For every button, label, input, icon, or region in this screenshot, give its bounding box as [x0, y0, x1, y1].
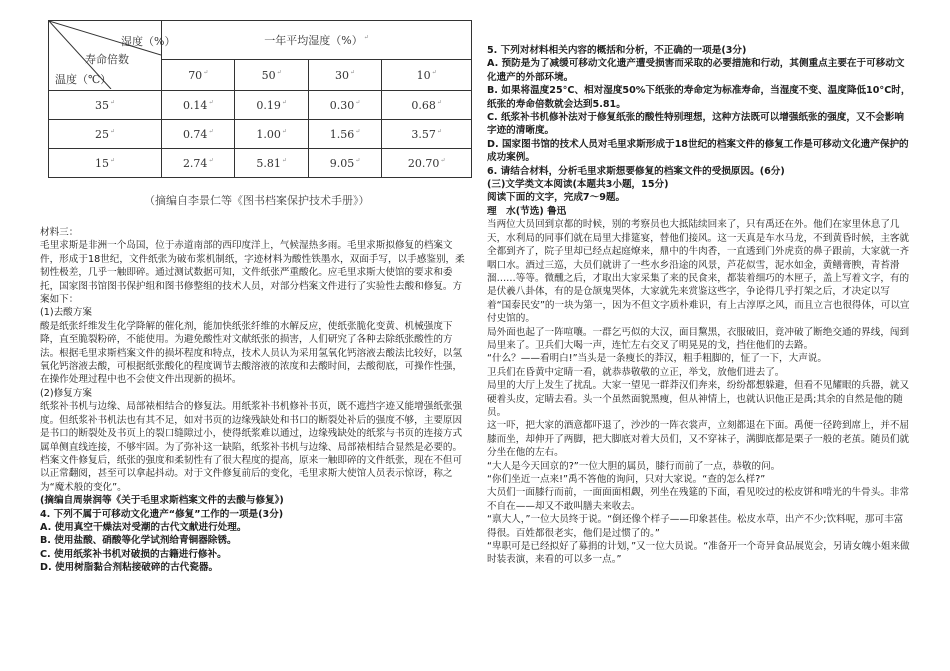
left-text-block [40, 226, 465, 575]
paragraph: 局外面也起了一阵喧嚷。一群乞丐似的大汉，面目黧黑，衣服破旧，竟冲破了断绝交通的界线，闯到局里来了。卫兵们大喝一声，连忙左右交叉了明晃晃的戈，挡住他们的去路。 [487, 326, 910, 351]
paragraph: 5. 下列对材料相关内容的概括和分析，不正确的一项是(3分) [487, 45, 747, 56]
table-cell: 0.19↵ [235, 91, 308, 120]
humidity-col-70: 70↵ [162, 60, 235, 91]
row-temp: 25↵ [49, 120, 162, 149]
header-annual-humidity: 一年平均湿度（%）↵ [162, 21, 472, 60]
paragraph: 材料三： [40, 227, 79, 238]
paragraph: 当两位大员回到京都的时候，别的考察员也大抵陆续回来了，只有禹还在外。他们在家里休息了几天，水利局的同事们就在局里大排筵宴，替他们接风。这一天真是车水马龙，不到黄昏时候，主客就全都到齐了，院子里却已经点起庭燎来，鼎中的牛肉香，一直透到门外虎贲的鼻子跟前，大家就一齐咽口水。酒过三巡，大员们就讲了一些水乡沿途的风景，芦花似雪，泥水如金，黄鳝膏腴，青苔滑溜……等等。微醺之后，才取出大家采集了来的民食来，都装着细巧的木匣子，盖上写着文字，有的是伏羲八卦体，有的是仓颉鬼哭体，大家就先来赏鉴这些字，争论得几乎打架之后，才决定以写着“国泰民安”的一块为第一，因为不但文字质朴难识，有上古淳厚之风，而且立言也很得体，可以宣付史馆的。 [487, 219, 910, 325]
table-row [49, 149, 472, 178]
paragraph: “你们坐近一点来!”禹不答他的询问，只对大家说。“查的怎么样?” [487, 474, 766, 485]
paragraph: 卫兵们在昏黄中定睛一看，就恭恭敬敬的立正，举戈，放他们进去了。 [487, 366, 785, 378]
humidity-table-figure [44, 20, 474, 207]
paragraph: 理 水(节选) 鲁迅 [487, 205, 567, 217]
paragraph: (摘编自周崇润等《关于毛里求斯档案文件的去酸与修复》) [40, 495, 284, 507]
row-temp: 35↵ [49, 91, 162, 120]
right-text-block [487, 44, 912, 567]
paragraph: 这一吓，把大家的酒意都吓退了，沙沙的一阵衣裳声，立刻都退在下面。禹便一径跨到席上，并不屈膝而坐，却伸开了两脚，把大脚底对着大员们，又不穿袜子，满脚底都是栗子一般的老茧。随员们就分坐在他的左右。 [487, 420, 910, 459]
paragraph: C. 使用纸浆补书机对破损的古籍进行修补。 [40, 548, 227, 560]
table-cell: 0.14↵ [162, 91, 235, 120]
paragraph: (1)去酸方案 [40, 307, 92, 319]
table-cell: 5.81↵ [235, 149, 308, 178]
paragraph: A. 使用真空干燥法对受潮的古代文献进行处理。 [40, 521, 247, 533]
paragraph: 酸是纸张纤维发生化学降解的催化剂，能加快纸张纤维的水解反应，使纸张脆化变黄、机械强度下降，直至脆裂粉碎，不能使用。为避免酸性对文献纸张的损害，人们研究了各种去除纸张酸性的方法。根据毛里求斯档案文件的损坏程度和特点，技术人员认为采用氢氧化钙溶液去酸法比较好，以氢氧化钙溶液去酸，可根据纸张酸化的程度调节去酸溶液的浓度和去酸时间，去酸彻底，可操作性强，在操作处理过程中也不会使文件出现新的损坏。 [40, 320, 463, 386]
paragraph: 阅读下面的文字，完成7～9题。 [487, 192, 626, 204]
left-column [40, 20, 465, 575]
paragraph: D. 国家图书馆的技术人员对毛里求斯形成于18世纪的档案文件的修复工作是可移动文化遗产保护的成功案例。 [487, 138, 909, 164]
table-cell: 9.05↵ [308, 149, 381, 178]
table-row [49, 91, 472, 120]
paragraph: 纸浆补书机与边缘、局部裱相结合的修复法。用纸浆补书机修补书页，既不遮挡字迹又能增强纸张强度。但纸浆补书机法也有其不足，如对书页的边缘残缺处和书口的断裂处补后的强度不够，主要原因是书口的断裂处及书页上的裂口缝隙过小，使得纸浆难以通过，边缘残缺处的纸浆与书页的连接方式属单侧直线连接，不够牢固。为了弥补这一缺陷，纸浆补书机与边缘、局部裱相结合显然是必要的。 [40, 401, 463, 453]
header-temperature: 温度（℃） [55, 73, 112, 86]
life-multiple-table [48, 20, 472, 178]
paragraph: 毛里求斯是非洲一个岛国，位于赤道南部的西印度洋上，气候湿热多雨。毛里求斯拟修复的档案文件，形成于18世纪，文件纸张为破布浆机制纸，字迹材料为酸性铁墨水，双面手写，以手感鉴别，柔韧性极差，几乎一触即碎。通过测试数据可知，文件纸张严重酸化。应毛里求斯大使馆的要求和委托，国家图书馆图书保护组和图书修整组的技术人员，对部分档案文件进行了实验性去酸和修复。方案如下： [40, 240, 465, 306]
paragraph: 6. 请结合材料，分析毛里求斯想要修复的档案文件的受损原因。(6分) [487, 165, 785, 177]
paragraph: 4. 下列不属于可移动文化遗产“修复”工作的一项是(3分) [40, 508, 284, 520]
header-life-multiple: 寿命倍数 [85, 53, 129, 66]
paragraph: A. 预防是为了减缓可移动文化遗产遭受损害而采取的必要措施和行动，其侧重点主要在于可移动文化遗产的外部环境。 [487, 58, 905, 83]
table-cell: 1.56↵ [308, 120, 381, 149]
paragraph: 局里的大厅上发生了扰乱。大家一望见一群莽汉们奔来，纷纷都想躲避，但看不见耀眼的兵器，就又硬着头皮，定睛去看。头一个虽然面貌黑瘦，但从神情上，也就认识他正是禹;其余的自然是他的随员。 [487, 380, 910, 418]
paragraph: C. 纸浆补书机修补法对于修复纸张的酸性特别理想，这种方法既可以增强纸张的强度，又不会影响字迹的清晰度。 [487, 112, 904, 137]
paragraph: “禀大人，”一位大员终于说。“倒还像个样子——印象甚佳。松皮水草，出产不少;饮料呢，那可丰富得很。百姓都很老实，他们是过惯了的。” [487, 514, 904, 539]
paragraph: B. 如果将温度25°C、相对湿度50%下纸张的寿命定为标准寿命，当湿度不变、温度降低10°C时，纸张的寿命倍数就会达到5.81。 [487, 85, 911, 110]
paragraph: (2)修复方案 [40, 387, 92, 399]
table-cell: 20.70↵ [382, 149, 472, 178]
table-cell: 0.74↵ [162, 120, 235, 149]
table-caption: （摘编自李景仁等《图书档案保护技术手册》） [144, 194, 370, 207]
paragraph: “大人是今天回京的?”一位大胆的属员，膝行而前了一点，恭敬的问。 [487, 460, 781, 472]
table-cell: 3.57↵ [382, 120, 472, 149]
humidity-col-50: 50↵ [235, 60, 308, 91]
header-humidity: 湿度（%） [121, 35, 176, 48]
table-cell: 0.30↵ [308, 91, 381, 120]
table-diagonal-header [49, 21, 176, 91]
paragraph: B. 使用盐酸、硝酸等化学试剂给青铜器除锈。 [40, 535, 237, 547]
humidity-col-30: 30↵ [308, 60, 381, 91]
table-cell: 1.00↵ [235, 120, 308, 149]
paragraph: 档案文件修复后，纸张的强度和柔韧性有了很大程度的提高，原来一触即碎的文件纸张，现在不但可以正常翻阅，甚至可以拿起抖动。对于文件修复前后的变化，毛里求斯大使馆人员表示惊讶，称之为“魔术般的变化”。 [40, 454, 463, 493]
right-column [487, 44, 912, 567]
table-cell: 0.68↵ [382, 91, 472, 120]
row-temp: 15↵ [49, 149, 162, 178]
paragraph: (三)文学类文本阅读(本题共3小题，15分) [487, 179, 669, 191]
humidity-col-10: 10↵ [382, 60, 472, 91]
paragraph: “卑职可是已经拟好了募捐的计划，”又一位大员说。“准备开一个奇异食品展览会，另请女魄小姐来做时装表演，来看的可以多一点。” [487, 541, 910, 566]
paragraph: D. 使用树脂黏合剂粘接破碎的古代瓷器。 [40, 562, 219, 574]
paragraph: “什么？——看明白!”当头是一条瘦长的莽汉，粗手粗脚的，怔了一下，大声说。 [487, 353, 827, 365]
table-row [49, 120, 472, 149]
paragraph: 大员们一面膝行而前，一面面面相觑，列坐在残筵的下面，看见咬过的松皮饼和啃光的牛骨头。非常不自在——却又不敢叫膳夫来收去。 [487, 487, 910, 512]
table-cell: 2.74↵ [162, 149, 235, 178]
